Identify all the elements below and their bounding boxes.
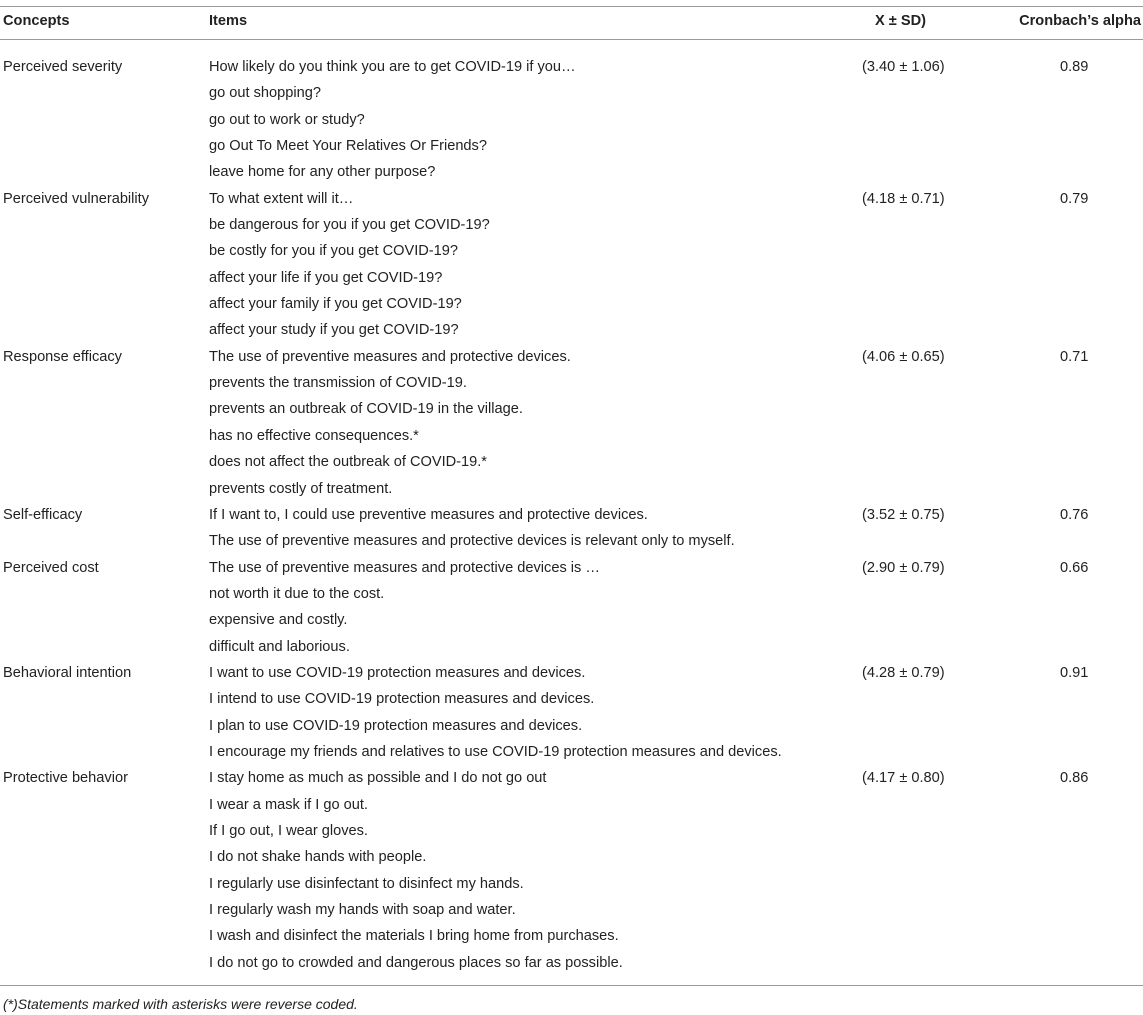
concept-cell: Perceived vulnerability	[3, 190, 150, 207]
mean-sd-cell: (4.17 ± 0.80)	[862, 770, 945, 787]
concept-cell: Perceived cost	[3, 559, 99, 576]
alpha-cell: 0.76	[1060, 506, 1089, 523]
item-line: go out shopping?	[209, 85, 321, 102]
mean-sd-cell: (4.28 ± 0.79)	[862, 664, 945, 681]
item-line: prevents the transmission of COVID-19.	[209, 375, 467, 392]
item-line: not worth it due to the cost.	[209, 585, 385, 602]
items-cell	[209, 186, 849, 344]
header-concepts: Concepts	[3, 13, 70, 29]
table-body	[0, 54, 1143, 976]
table-footnote: (*)Statements marked with asterisks were reverse coded.	[3, 996, 358, 1012]
table-row	[0, 765, 1143, 976]
item-line: affect your study if you get COVID-19?	[209, 322, 459, 339]
header-items: Items	[209, 13, 248, 29]
item-line: The use of preventive measures and protective devices.	[209, 348, 571, 365]
items-cell	[209, 54, 849, 186]
item-line: difficult and laborious.	[209, 638, 350, 655]
item-line: be costly for you if you get COVID-19?	[209, 243, 459, 260]
alpha-cell: 0.91	[1060, 664, 1089, 681]
mean-sd-cell: (3.52 ± 0.75)	[862, 506, 945, 523]
item-line: go out to work or study?	[209, 111, 365, 128]
mean-sd-cell: (3.40 ± 1.06)	[862, 59, 945, 75]
item-line: I wash and disinfect the materials I bring home from purchases.	[209, 928, 619, 945]
concept-cell: Protective behavior	[3, 770, 128, 787]
table-row	[0, 660, 1143, 765]
item-line: To what extent will it…	[209, 190, 354, 207]
concept-cell: Self-efficacy	[3, 506, 83, 523]
item-line: The use of preventive measures and protective devices is relevant only to myself.	[209, 533, 735, 550]
items-cell	[209, 344, 849, 502]
alpha-cell: 0.86	[1060, 770, 1089, 787]
table-row	[0, 344, 1143, 502]
alpha-cell: 0.79	[1060, 190, 1089, 207]
table-row	[0, 54, 1143, 186]
item-line: The use of preventive measures and protective devices is …	[209, 559, 600, 576]
item-line: affect your family if you get COVID-19?	[209, 296, 462, 313]
table-row	[0, 186, 1143, 344]
items-cell	[209, 660, 849, 765]
item-line: I stay home as much as possible and I do not go out	[209, 770, 547, 787]
item-line: I intend to use COVID-19 protection measures and devices.	[209, 691, 595, 708]
item-line: be dangerous for you if you get COVID-19?	[209, 217, 490, 234]
header-mean-sd: X ± SD)	[875, 13, 926, 29]
item-line: affect your life if you get COVID-19?	[209, 269, 443, 286]
concept-cell: Perceived severity	[3, 59, 123, 75]
item-line: If I go out, I wear gloves.	[209, 822, 368, 839]
concept-cell: Response efficacy	[3, 348, 122, 365]
item-line: I do not shake hands with people.	[209, 849, 427, 866]
alpha-cell: 0.66	[1060, 559, 1089, 576]
item-line: I encourage my friends and relatives to use COVID-19 protection measures and devices.	[209, 743, 782, 760]
bottom-rule	[0, 985, 1143, 986]
item-line: prevents costly of treatment.	[209, 480, 393, 497]
item-line: I want to use COVID-19 protection measures and devices.	[209, 664, 586, 681]
mean-sd-cell: (4.06 ± 0.65)	[862, 348, 945, 365]
mean-sd-cell: (2.90 ± 0.79)	[862, 559, 945, 576]
item-line: expensive and costly.	[209, 612, 348, 629]
items-cell	[209, 765, 849, 976]
item-line: How likely do you think you are to get COVID-19 if you…	[209, 59, 576, 75]
table-row	[0, 502, 1143, 555]
item-line: prevents an outbreak of COVID-19 in the village.	[209, 401, 523, 418]
item-line: I regularly use disinfectant to disinfect my hands.	[209, 875, 524, 892]
table-row	[0, 555, 1143, 660]
item-line: go Out To Meet Your Relatives Or Friends?	[209, 138, 487, 155]
item-line: I do not go to crowded and dangerous places so far as possible.	[209, 954, 623, 971]
alpha-cell: 0.71	[1060, 348, 1089, 365]
item-line: does not affect the outbreak of COVID-19.*	[209, 454, 487, 471]
item-line: If I want to, I could use preventive measures and protective devices.	[209, 506, 648, 523]
item-line: leave home for any other purpose?	[209, 164, 436, 181]
items-cell	[209, 502, 849, 555]
top-rule	[0, 6, 1143, 7]
alpha-cell: 0.89	[1060, 59, 1089, 75]
item-line: I wear a mask if I go out.	[209, 796, 368, 813]
item-line: has no effective consequences.*	[209, 427, 419, 444]
concept-cell: Behavioral intention	[3, 664, 132, 681]
item-line: I plan to use COVID-19 protection measures and devices.	[209, 717, 583, 734]
header-rule	[0, 39, 1143, 40]
items-cell	[209, 555, 849, 660]
mean-sd-cell: (4.18 ± 0.71)	[862, 190, 945, 207]
header-cronbach-alpha: Cronbach’s alpha	[1019, 13, 1141, 29]
item-line: I regularly wash my hands with soap and water.	[209, 902, 516, 918]
